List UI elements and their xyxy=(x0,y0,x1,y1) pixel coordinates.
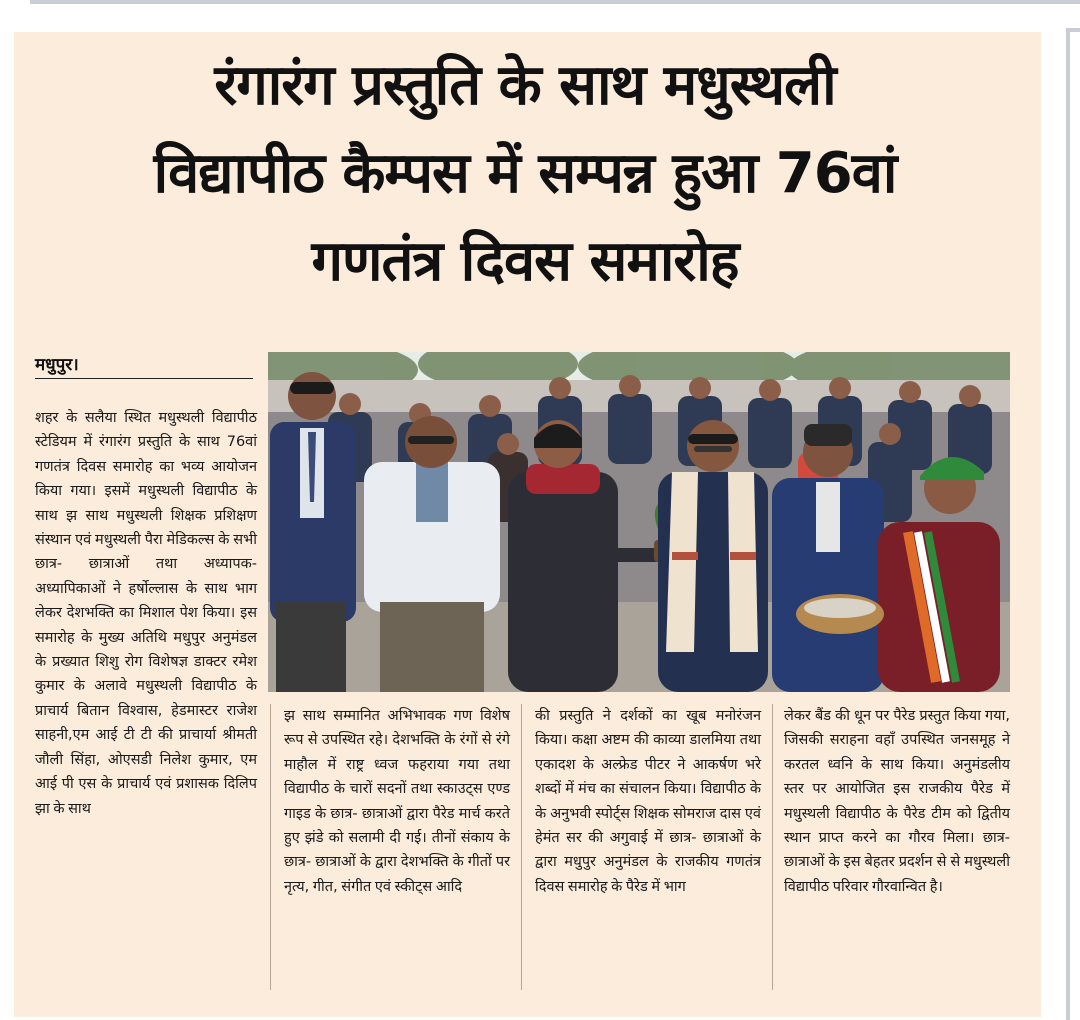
headline-line-1: रंगारंग प्रस्तुति के साथ मधुस्थली xyxy=(214,53,836,118)
article-column-1: शहर के सलैया स्थित मधुस्थली विद्यापीठ स्टेडियम में रंगारंग प्रस्तुति के साथ 76वां गणतंत्र दिवस समारोह का भव्य आयोजन किया गया। इसमें मधुस्थली विद्यापीठ के साथ झ साथ मधुस्थली शिक्षक प्रशिक्षण संस्थान एवं मधुस्थली पैरा मेडिकल्स के सभी छात्र- छात्राओं तथा अध्यापक- अध्यापिकाओं ने हर्षोल्लास के साथ भाग लेकर देशभक्ति का मिशाल पेश किया। इस समारोह के मुख्य अतिथि मधुपुर अनुमंडल के प्रख्यात शिशु रोग विशेषज्ञ डाक्टर रमेश कुमार के अलावे मधुस्थली विद्यापीठ के प्राचार्य बितान विश्वास, हेडमास्टर राजेश साहनी,एम आई टी टी की प्राचार्या श्रीमती जौली सिंहा, ओएसडी निलेश कुमार, एम आई पी एस के प्राचार्य एवं प्रशासक दिलिप झा के साथ xyxy=(35,410,257,817)
news-photo xyxy=(268,352,1010,692)
news-photo-illustration xyxy=(268,352,1010,692)
dateline-underline xyxy=(35,378,253,379)
column-divider-2 xyxy=(521,704,522,990)
side-frame-edge xyxy=(1066,28,1080,1020)
column-divider-1 xyxy=(270,704,271,990)
column-divider-3 xyxy=(772,704,773,990)
headline-line-2: विद्यापीठ कैम्पस में सम्पन्न हुआ 76वां xyxy=(153,141,897,206)
headline xyxy=(20,42,1030,306)
article-column-4: लेकर बैंड की धून पर पैरेड प्रस्तुत किया गया, जिसकी सराहना वहाँ उपस्थित जनसमूह ने करतल ध्वनि के साथ किया। अनुमंडलीय स्तर पर आयोजित इस राजकीय पैरेड में मधुस्थली विद्यापीठ के पैरेड टीम को द्वितीय स्थान प्राप्त करने का गौरव मिला। छात्र- छात्राओं के इस बेहतर प्रदर्शन से से मधुस्थली विद्यापीठ परिवार गौरवान्वित है। xyxy=(784,708,1010,895)
article-column-2: झ साथ सम्मानित अभिभावक गण विशेष रूप से उपस्थित रहे। देशभक्ति के रंगों से रंगे माहौल में राष्ट्र ध्वज फहराया गया तथा विद्यापीठ के चारों सदनों तथा स्काउट्स एण्ड गाइड के छात्र- छात्राओं द्वारा पैरेड मार्च करते हुए झंडे को सलामी दी गई। तीनों संकाय के छात्र- छात्राओं के द्वारा देशभक्ति के गीतों पर नृत्य, गीत, संगीत एवं स्कीट्स आदि xyxy=(284,708,510,895)
article-column-3: की प्रस्तुति ने दर्शकों का खूब मनोरंजन किया। कक्षा अष्टम की काव्या डालमिया तथा एकादश के अल्फ्रेड पीटर ने आकर्षण भरे शब्दों में मंच का संचालन किया। विद्यापीठ के के अनुभवी स्पोर्ट्स शिक्षक सोमराज दास एवं हेमंत सर की अगुवाई में छात्र- छात्राओं के द्वारा मधुपुर अनुमंडल के राजकीय गणतंत्र दिवस समारोह के पैरेड में भाग xyxy=(535,708,761,895)
dateline: मधुपुर। xyxy=(35,355,79,375)
headline-line-3: गणतंत्र दिवस समारोह xyxy=(311,229,739,294)
top-frame-rule xyxy=(30,0,1080,4)
